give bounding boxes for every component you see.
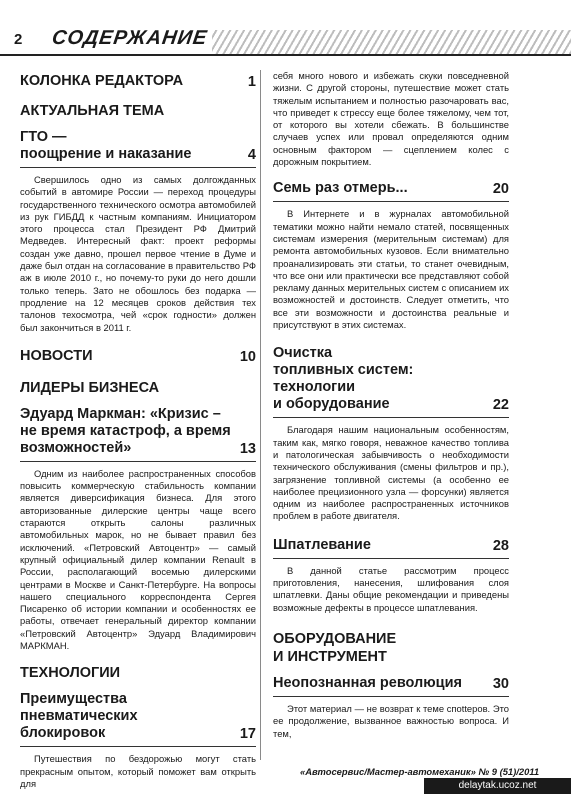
page-ref: 28 — [492, 537, 509, 554]
article-summary: Одним из наиболее распространенных способов повысить коммерческую стабильность компании является диверсификация бизнеса. Для этого авторизованные дилерские центры чаще всего стараются открыть салоны различных автомобильных марок, но не бывает правил без исключений. «Петровский Автоцентр» — самый крупный официальный дилер компании Renault в России, располагающий восемью дилерскими центрами в Москве и Санкт-Петербурге. На вопросы нашего специального корреспондента Сергея Писаренко об истории компании и особенностях ее работы, отвечает генеральный директор компании «Петровский Автоцентр» Эдуард Владимирович МАРКМАН. — [20, 467, 256, 652]
rule — [273, 417, 509, 418]
watermark: delaytak.ucoz.net — [424, 778, 571, 794]
rule — [20, 746, 256, 747]
toc-article-markman[interactable] — [20, 406, 256, 652]
magazine-footer: «Автосервис/Мастер-автомеханик» № 9 (51)/2011 — [300, 766, 540, 777]
article-summary: Свершилось одно из самых долгожданных событий в автомире России — переход процедуры государственного технического осмотра автомобилей из рук ГИБДД к частным компаниям. Инициатором этого процесса стал Президент РФ Дмитрий Медведев. Интересный факт: проект реформы создан уже давно, прошел первое чтение в Думе и даже был отдан на согласование в правительство РФ аж в июле 2010 г., но почему-то руки до него дошли только теперь. Зато не обошлось без подарка — продление на 12 месяцев сроков действия тех талонов техосмотра, чей «срок годности» должен был закончиться в 2011 г. — [20, 174, 256, 333]
section-title: СОДЕРЖАНИЕ — [50, 27, 209, 49]
toc-article-fuel[interactable] — [273, 345, 509, 522]
header-stripes — [212, 30, 571, 54]
page-ref: 10 — [239, 348, 256, 365]
rule — [20, 167, 256, 168]
article-title: технологии — [273, 379, 356, 396]
section-equipment — [273, 630, 509, 666]
section-heading: КОЛОНКА РЕДАКТОРА — [20, 73, 184, 89]
article-summary: В данной статье рассмотрим процесс приготовления, нанесения, шлифования слоя шпатлевки. Даны общие рекомендации и приведены возможные дефекты в процессе шпатлевания. — [273, 564, 509, 613]
page-ref: 30 — [492, 675, 509, 692]
article-title: блокировок — [20, 725, 106, 742]
section-heading: ТЕХНОЛОГИИ — [20, 665, 121, 682]
page-ref: 13 — [239, 440, 256, 457]
header-rule — [0, 54, 571, 56]
page-ref: 22 — [492, 397, 509, 414]
page-ref: 1 — [247, 74, 256, 90]
rule — [20, 461, 256, 462]
right-column — [273, 72, 509, 740]
section-heading: АКТУАЛЬНАЯ ТЕМА — [20, 103, 165, 119]
article-title: не время катастроф, а время — [20, 422, 231, 439]
column-divider — [260, 70, 261, 760]
section-heading: ОБОРУДОВАНИЕ — [273, 630, 397, 647]
page-ref: 17 — [239, 726, 256, 743]
article-summary-continued: себя много нового и избежать скуки повседневной жизни. С другой стороны, путешествие может стать тяжелым испытанием и полностью разочаровать вас, что приведет к стрессу еще более тяжелому, чем тот, от которого вы хотели сбежать. В большинстве случаев успех или провал определяются одним основным фактором — сцеплением колес с дорожным покрытием. — [273, 70, 509, 168]
article-summary: В Интернете и в журналах автомобильной тематики можно найти немало статей, посвященных системам измерения (мерительным системам) для ремонта автомобильных кузовов. Если внимательно проанализировать эти статьи, то станет очевидным, что все они или практически все представляют собой рекламу данных мерительных систем с описанием их возможностей и достоинств. Следует отметить, что все эти возможности и достоинства реальные и присутствуют в этих системах. — [273, 208, 509, 331]
article-title: топливных систем: — [273, 362, 414, 379]
article-title: Семь раз отмерь... — [273, 180, 408, 197]
left-column — [20, 72, 256, 790]
section-heading: И ИНСТРУМЕНТ — [273, 648, 387, 665]
article-title: Шпатлевание — [273, 536, 371, 553]
article-title: пневматических — [20, 708, 138, 725]
page-ref: 4 — [247, 147, 256, 163]
article-title: Преимущества — [20, 691, 127, 708]
article-title: Очистка — [273, 345, 333, 362]
section-heading: ЛИДЕРЫ БИЗНЕСА — [20, 379, 160, 396]
toc-news[interactable] — [20, 347, 256, 365]
page-number: 2 — [14, 31, 23, 48]
article-title: ГТО — — [20, 129, 67, 145]
section-heading: НОВОСТИ — [20, 347, 93, 364]
article-summary: Благодаря нашим национальным особенностям, таким как, мягко говоря, неважное качество топлива и патологическая забывчивость о необходимости технического обслуживания (смены фильтров и пр.), загрязнение топливной системы (а особенно ее наиболее прецизионного узла — форсунки) является одним из наиболее распространенных источников проблем в работе двигателя. — [273, 424, 509, 522]
article-title: и оборудование — [273, 396, 390, 413]
article-title: возможностей» — [20, 439, 132, 456]
article-summary: Путешествия по бездорожью могут стать прекрасным опытом, который поможет вам открыть для — [20, 753, 256, 789]
article-summary: Этот материал — не возврат к теме спottеров. Это ее продолжение, вызванное важностью вопроса. И тем, — [273, 702, 509, 739]
page-ref: 20 — [492, 181, 509, 198]
toc-editor-column[interactable] — [20, 72, 256, 90]
rule — [273, 558, 509, 559]
toc-article-putty[interactable] — [273, 537, 509, 614]
toc-article-pneumatic[interactable] — [20, 691, 256, 790]
toc-article-measure[interactable] — [273, 180, 509, 331]
rule — [273, 696, 509, 697]
toc-article-gto[interactable] — [20, 129, 256, 334]
article-title: поощрение и наказание — [20, 146, 192, 162]
article-title: Эдуард Маркман: «Кризис – — [20, 405, 221, 422]
article-title: Неопознанная революция — [273, 674, 462, 691]
toc-article-revolution[interactable] — [273, 675, 509, 740]
page-header — [0, 24, 571, 58]
rule — [273, 201, 509, 202]
